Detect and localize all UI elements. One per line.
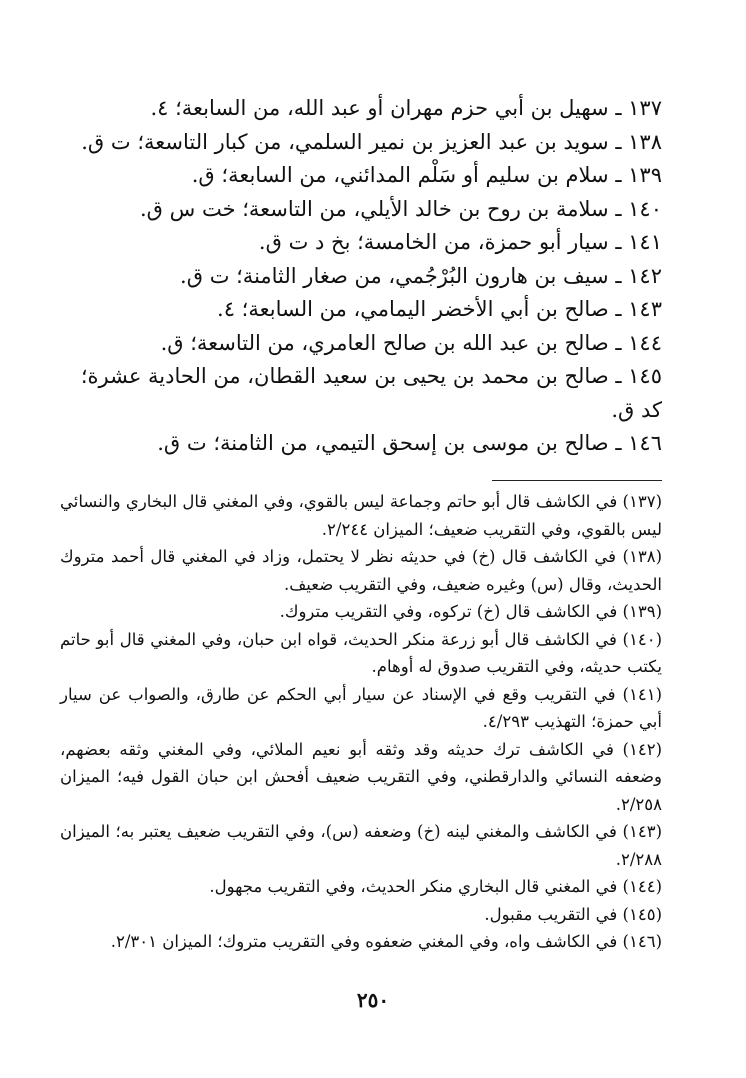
footnote-143: (١٤٣) في الكاشف والمغني لينه (خ) وضعفه (س)، وفي التقريب ضعيف يعتبر به؛ الميزان ٢/٢٨٨. [60, 822, 662, 869]
entry-142: ١٤٢ ـ سيف بن هارون البُرْجُمي، من صغار الثامنة؛ ت ق. [180, 263, 662, 288]
page-number: ٢٥٠ [356, 988, 390, 1012]
entry-139: ١٣٩ ـ سلام بن سليم أو سَلْم المدائني، من السابعة؛ ق. [191, 163, 662, 187]
entry-143: ١٤٣ ـ صالح بن أبي الأخضر اليمامي، من السابعة؛ ٤. [217, 297, 662, 321]
footnote-145: (١٤٥) في التقريب مقبول. [484, 904, 662, 924]
entries-list [60, 92, 662, 461]
footnote-140: (١٤٠) في الكاشف قال أبو زرعة منكر الحديث، قواه ابن حبان، وفي المغني قال أبو حاتم يكتب حديثه، وفي التقريب صدوق له أوهام. [60, 629, 662, 676]
footnote-144: (١٤٤) في المغني قال البخاري منكر الحديث، وفي التقريب مجهول. [209, 877, 662, 896]
footnote-146: (١٤٦) في الكاشف واه، وفي المغني ضعفوه وفي التقريب متروك؛ الميزان ٢/٣٠١. [110, 932, 662, 951]
footnote-142: (١٤٢) في الكاشف ترك حديثه وقد وثقه أبو نعيم الملائي، وفي المغني وثقه بعضهم، وضعفه النسائي والدارقطني، وفي التقريب ضعيف أفحش ابن حبان القول فيه؛ الميزان ٢/٢٥٨. [60, 739, 662, 814]
entry-140: ١٤٠ ـ سلامة بن روح بن خالد الأيلي، من التاسعة؛ خت س ق. [140, 196, 662, 221]
entry-137: ١٣٧ ـ سهيل بن أبي حزم مهران أو عبد الله، من السابعة؛ ٤. [150, 96, 662, 120]
entry-146: ١٤٦ ـ صالح بن موسى بن إسحق التيمي، من الثامنة؛ ت ق. [157, 431, 662, 455]
footnote-141: (١٤١) في التقريب وقع في الإسناد عن سيار أبي الحكم عن طارق، والصواب عن سيار أبي حمزة؛ التهذيب ٤/٢٩٣. [60, 684, 662, 731]
footnote-137: (١٣٧) في الكاشف قال أبو حاتم وجماعة ليس بالقوي، وفي المغني قال البخاري والنسائي ليس بالقوي، وفي التقريب ضعيف؛ الميزان ٢/٢٤٤. [60, 492, 662, 539]
entry-144: ١٤٤ ـ صالح بن عبد الله بن صالح العامري، من التاسعة؛ ق. [160, 330, 662, 355]
footnote-divider [492, 480, 662, 481]
footnote-139: (١٣٩) في الكاشف قال (خ) تركوه، وفي التقريب متروك. [279, 602, 662, 621]
entry-141: ١٤١ ـ سيار أبو حمزة، من الخامسة؛ بخ د ت ق. [258, 230, 662, 254]
entry-145: ١٤٥ ـ صالح بن محمد بن يحيى بن سعيد القطان، من الحادية عشرة؛ كد ق. [80, 364, 662, 422]
footnotes [60, 488, 662, 956]
entry-138: ١٣٨ ـ سويد بن عبد العزيز بن نمير السلمي، من كبار التاسعة؛ ت ق. [81, 129, 662, 154]
footnote-138: (١٣٨) في الكاشف قال (خ) في حديثه نظر لا يحتمل، وزاد في المغني قال أحمد متروك الحديث، وقال (س) وغيره ضعيف، وفي التقريب ضعيف. [60, 547, 662, 594]
